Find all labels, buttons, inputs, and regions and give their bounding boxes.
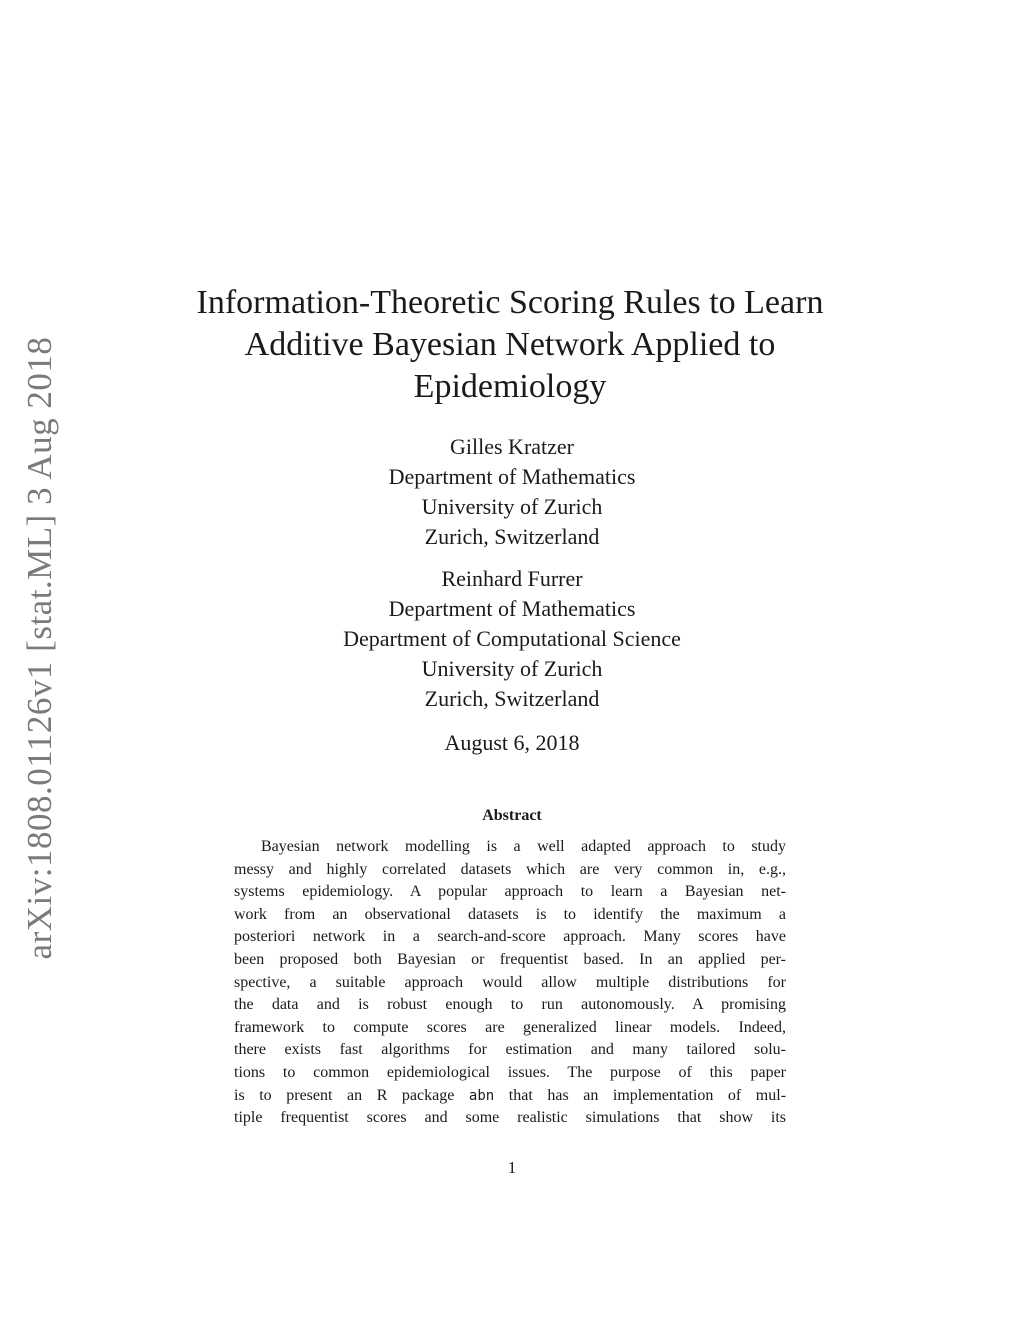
page-number: 1 xyxy=(507,1158,517,1177)
author-block-furrer xyxy=(212,564,812,714)
package-name: abn xyxy=(468,1087,495,1104)
abstract-line: the data and is robust enough to run autonomously. A promising xyxy=(234,996,786,1014)
author-block-kratzer xyxy=(212,432,812,552)
abstract-line: spective, a suitable approach would allow multiple distributions for xyxy=(234,973,786,991)
paper-title xyxy=(160,282,860,408)
abstract-line: framework to compute scores are generalized linear models. Indeed, xyxy=(234,1018,786,1036)
author-affiliation: Department of Mathematics xyxy=(388,596,636,621)
abstract-line: tions to common epidemiological issues. The purpose of this paper xyxy=(234,1063,786,1081)
abstract-body xyxy=(234,836,786,1130)
abstract-text: that has an implementation of mul- xyxy=(508,1086,786,1104)
abstract-line: systems epidemiology. A popular approach to learn a Bayesian net- xyxy=(234,883,786,901)
abstract-line: posteriori network in a search-and-score approach. Many scores have xyxy=(234,928,786,946)
abstract-line: there exists fast algorithms for estimation and many tailored solu- xyxy=(234,1041,786,1059)
abstract-line: Bayesian network modelling is a well adapted approach to study xyxy=(261,838,786,855)
author-affiliation: Zurich, Switzerland xyxy=(424,524,600,549)
abstract-line-with-package xyxy=(234,1085,786,1108)
author-affiliation: University of Zurich xyxy=(421,494,603,519)
author-name: Reinhard Furrer xyxy=(441,566,583,591)
title-line: Information-Theoretic Scoring Rules to Learn xyxy=(196,284,824,321)
author-affiliation: Department of Mathematics xyxy=(388,464,636,489)
abstract-line: work from an observational datasets is to identify the maximum a xyxy=(234,905,786,923)
abstract-line: tiple frequentist scores and some realistic simulations that show its xyxy=(234,1109,786,1127)
abstract-text: is to present an R package xyxy=(234,1086,455,1104)
arxiv-identifier-stamp: arXiv:1808.01126v1 [stat.ML] 3 Aug 2018 xyxy=(20,336,59,960)
publication-date: August 6, 2018 xyxy=(444,730,580,755)
author-affiliation: Zurich, Switzerland xyxy=(424,686,600,711)
title-line: Epidemiology xyxy=(413,368,607,405)
author-affiliation: Department of Computational Science xyxy=(343,626,681,651)
abstract-line: messy and highly correlated datasets which are very common in, e.g., xyxy=(234,860,786,878)
title-line: Additive Bayesian Network Applied to xyxy=(244,326,776,363)
author-affiliation: University of Zurich xyxy=(421,656,603,681)
author-name: Gilles Kratzer xyxy=(450,434,574,459)
abstract-heading: Abstract xyxy=(482,807,542,824)
abstract-line: been proposed both Bayesian or frequentist based. In an applied per- xyxy=(234,950,786,968)
